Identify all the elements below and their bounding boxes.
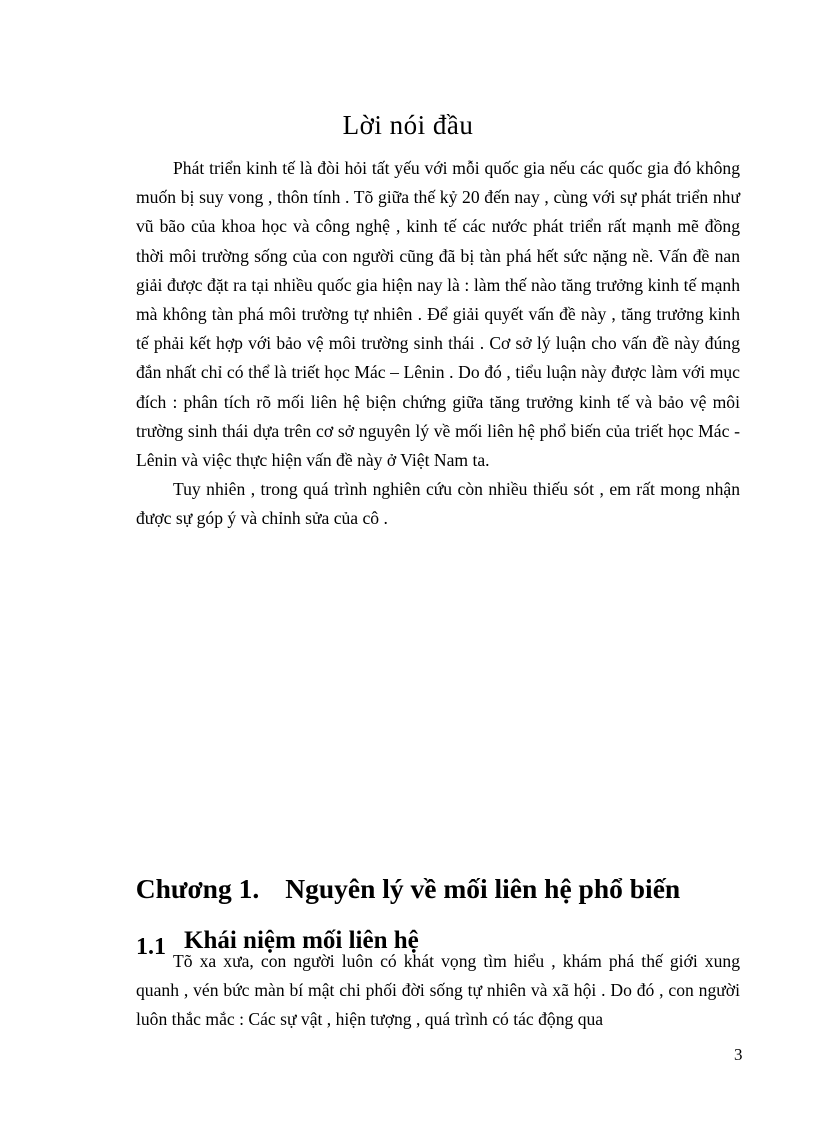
intro-section — [136, 154, 740, 534]
page-number: 3 — [734, 1045, 743, 1064]
chapter-number: Chương 1. — [135, 872, 260, 904]
section-body — [136, 947, 740, 1035]
section-paragraph-1: Tõ xa xưa, con người luôn có khát vọng tìm hiểu , khám phá thế giới xung quanh , vén bức màn bí mật chi phối đời sống tự nhiên và xã hội . Do đó , con người luôn thắc mắc : Các sự vật , hiện tượng , quá trình có tác động qua — [136, 951, 740, 1030]
page-title: Lời nói đầu — [342, 110, 474, 141]
intro-paragraph-2: Tuy nhiên , trong quá trình nghiên cứu còn nhiều thiếu sót , em rất mong nhận được sự góp ý và chỉnh sửa của cô . — [136, 479, 740, 529]
section-number: 1.1 — [136, 933, 166, 960]
intro-paragraph-1: Phát triển kinh tế là đòi hỏi tất yếu với mỗi quốc gia nếu các quốc gia đó không muốn bị suy vong , thôn tính . Tõ giữa thế kỷ 20 đến nay , cùng với sự phát triển như vũ bão của khoa học và công nghệ , kinh tế các nước phát triển rất mạnh mẽ đồng thời môi trường sống của con người cũng đã bị tàn phá hết sức nặng nề. Vấn đề nan giải được đặt ra tại nhiều quốc gia hiện nay là : làm thế nào tăng trưởng kinh tế mạnh mà không tàn phá môi trường tự nhiên . Để giải quyết vấn đề này , tăng trưởng kinh tế phải kết hợp với bảo vệ môi trường sinh thái . Cơ sở lý luận cho vấn đề này đúng đắn nhất chỉ có thể là triết học Mác – Lênin . Do đó , tiểu luận này được làm với mục đích : phân tích rõ mối liên hệ biện chứng giữa tăng trưởng kinh tế và bảo vệ môi trường sinh thái dựa trên cơ sở nguyên lý về mối liên hệ phổ biến của triết học Mác - Lênin và việc thực hiện vấn đề này ở Việt Nam ta. — [136, 158, 740, 471]
chapter-title: Nguyên lý về mối liên hệ phổ biến — [285, 872, 681, 904]
chapter-heading — [0, 873, 816, 905]
section-title: Khái niệm mối liên hệ — [184, 926, 419, 954]
